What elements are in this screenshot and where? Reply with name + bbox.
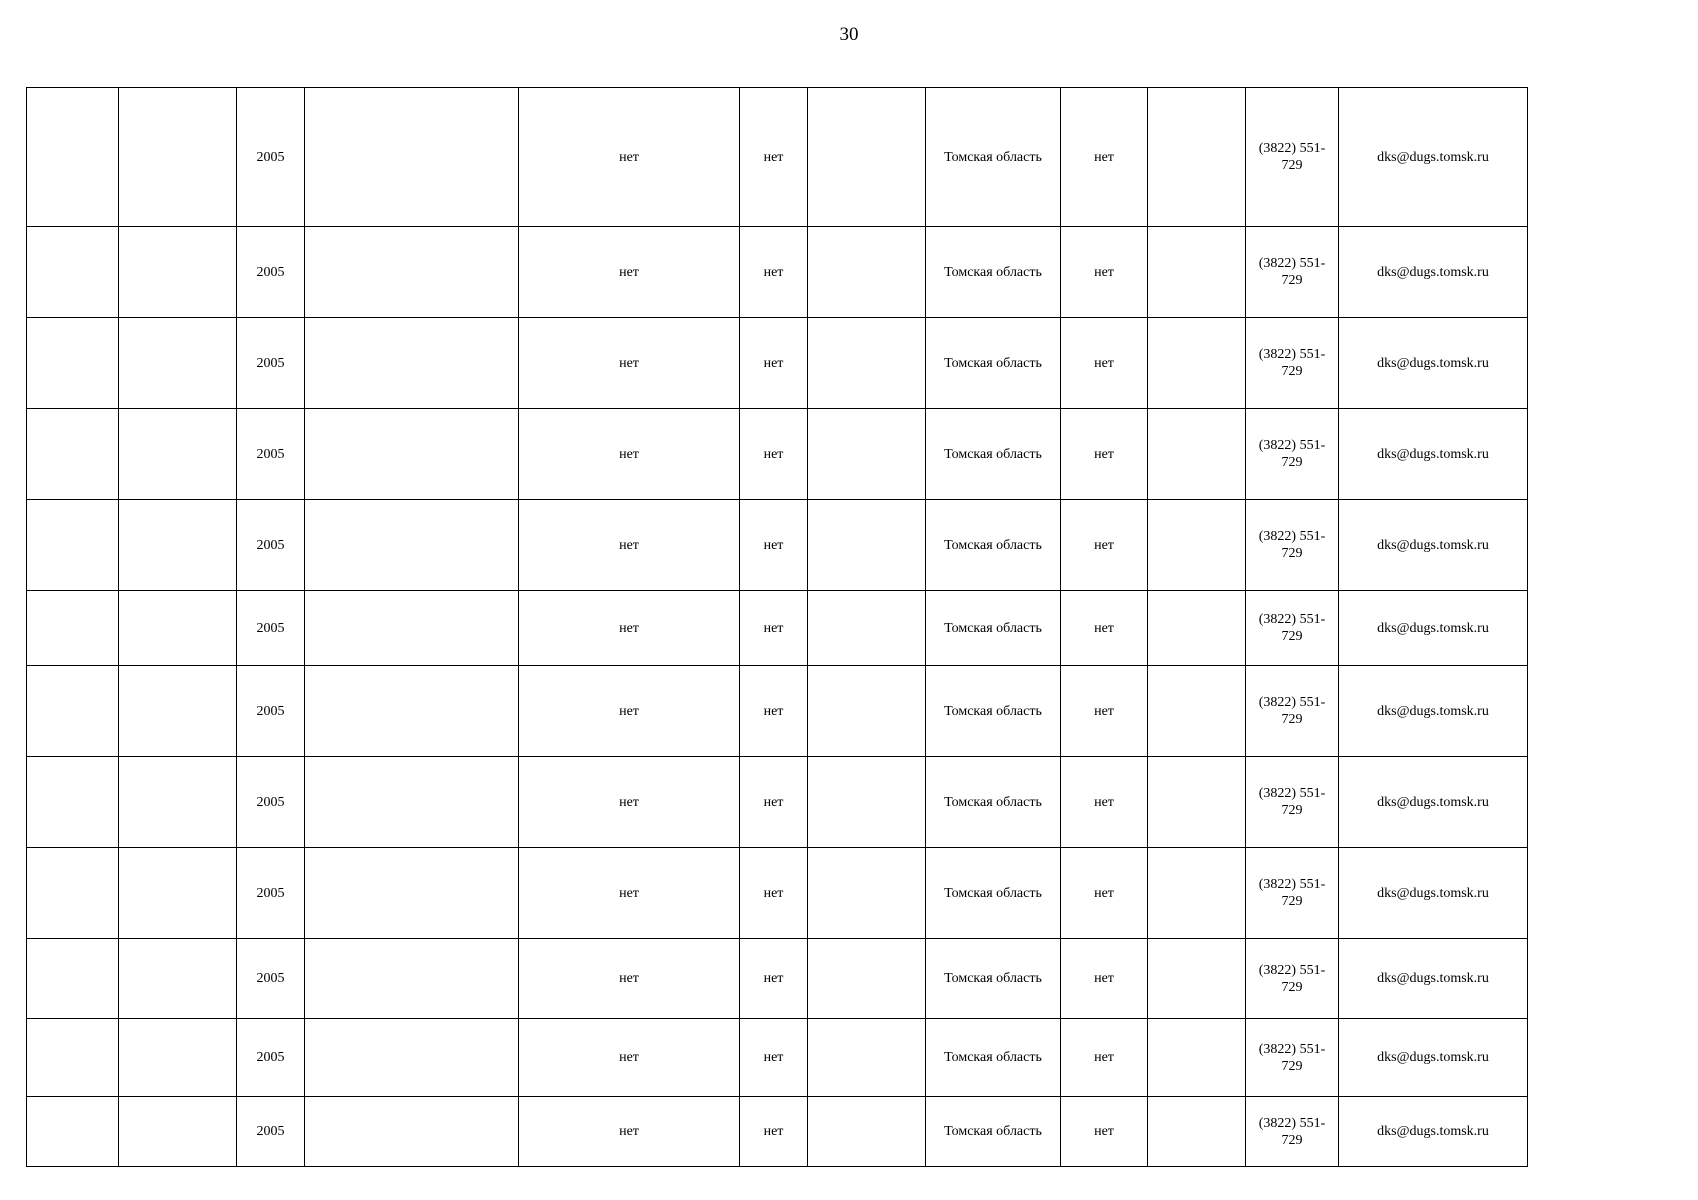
cell-col-10 [1148,757,1246,848]
cell-col-6: нет [740,1019,808,1097]
cell-year: 2005 [237,88,305,227]
cell-col-1 [27,318,119,409]
cell-phone: (3822) 551-729 [1246,1097,1339,1167]
cell-col-9: нет [1061,1019,1148,1097]
cell-year: 2005 [237,848,305,939]
cell-region: Томская область [926,1019,1061,1097]
cell-col-1 [27,227,119,318]
cell-email: dks@dugs.tomsk.ru [1339,409,1528,500]
cell-col-5: нет [519,848,740,939]
data-table [26,87,1528,1167]
cell-col-10 [1148,666,1246,757]
cell-phone: (3822) 551-729 [1246,318,1339,409]
table-row [27,848,1528,939]
cell-col-5: нет [519,666,740,757]
cell-phone: (3822) 551-729 [1246,500,1339,591]
table-row [27,409,1528,500]
cell-col-5: нет [519,88,740,227]
table-row [27,1019,1528,1097]
table-row [27,1097,1528,1167]
cell-col-9: нет [1061,848,1148,939]
cell-col-6: нет [740,939,808,1019]
cell-col-6: нет [740,88,808,227]
table-row [27,666,1528,757]
cell-col-6: нет [740,318,808,409]
cell-col-9: нет [1061,318,1148,409]
cell-col-10 [1148,409,1246,500]
cell-region: Томская область [926,500,1061,591]
cell-col-2 [119,666,237,757]
cell-col-1 [27,848,119,939]
cell-col-7 [808,318,926,409]
cell-col-1 [27,500,119,591]
cell-col-9: нет [1061,88,1148,227]
cell-region: Томская область [926,318,1061,409]
cell-col-2 [119,1019,237,1097]
cell-col-1 [27,1097,119,1167]
cell-year: 2005 [237,939,305,1019]
cell-col-6: нет [740,1097,808,1167]
cell-col-7 [808,848,926,939]
cell-col-2 [119,318,237,409]
cell-email: dks@dugs.tomsk.ru [1339,591,1528,666]
cell-col-7 [808,1097,926,1167]
cell-col-7 [808,88,926,227]
cell-phone: (3822) 551-729 [1246,227,1339,318]
cell-col-4 [305,227,519,318]
cell-col-5: нет [519,500,740,591]
cell-email: dks@dugs.tomsk.ru [1339,848,1528,939]
cell-col-2 [119,1097,237,1167]
cell-phone: (3822) 551-729 [1246,757,1339,848]
cell-col-4 [305,318,519,409]
cell-col-6: нет [740,409,808,500]
cell-email: dks@dugs.tomsk.ru [1339,666,1528,757]
cell-col-1 [27,666,119,757]
cell-year: 2005 [237,500,305,591]
cell-col-1 [27,939,119,1019]
cell-col-10 [1148,500,1246,591]
cell-region: Томская область [926,409,1061,500]
cell-col-6: нет [740,500,808,591]
cell-col-5: нет [519,1097,740,1167]
cell-col-9: нет [1061,409,1148,500]
cell-region: Томская область [926,757,1061,848]
cell-col-2 [119,500,237,591]
cell-col-9: нет [1061,666,1148,757]
cell-col-4 [305,409,519,500]
cell-col-1 [27,1019,119,1097]
cell-col-9: нет [1061,1097,1148,1167]
cell-region: Томская область [926,666,1061,757]
table-body [27,88,1528,1167]
cell-col-5: нет [519,591,740,666]
cell-region: Томская область [926,227,1061,318]
cell-year: 2005 [237,318,305,409]
cell-col-7 [808,757,926,848]
cell-col-6: нет [740,666,808,757]
cell-col-2 [119,848,237,939]
cell-col-10 [1148,1097,1246,1167]
cell-col-9: нет [1061,500,1148,591]
cell-col-5: нет [519,318,740,409]
cell-col-6: нет [740,757,808,848]
cell-col-9: нет [1061,591,1148,666]
cell-col-7 [808,666,926,757]
cell-email: dks@dugs.tomsk.ru [1339,757,1528,848]
cell-col-5: нет [519,227,740,318]
cell-col-4 [305,939,519,1019]
cell-region: Томская область [926,591,1061,666]
cell-col-5: нет [519,757,740,848]
cell-col-2 [119,227,237,318]
cell-col-10 [1148,939,1246,1019]
cell-col-9: нет [1061,939,1148,1019]
cell-year: 2005 [237,591,305,666]
cell-col-7 [808,1019,926,1097]
cell-col-10 [1148,1019,1246,1097]
cell-col-4 [305,500,519,591]
table-row [27,227,1528,318]
cell-col-4 [305,1019,519,1097]
cell-year: 2005 [237,757,305,848]
cell-col-5: нет [519,409,740,500]
cell-col-1 [27,409,119,500]
cell-col-4 [305,848,519,939]
cell-col-1 [27,88,119,227]
cell-col-4 [305,757,519,848]
cell-phone: (3822) 551-729 [1246,666,1339,757]
cell-region: Томская область [926,1097,1061,1167]
cell-col-10 [1148,88,1246,227]
cell-col-2 [119,591,237,666]
table-row [27,500,1528,591]
cell-region: Томская область [926,939,1061,1019]
cell-col-7 [808,409,926,500]
cell-col-9: нет [1061,227,1148,318]
cell-phone: (3822) 551-729 [1246,1019,1339,1097]
table-row [27,591,1528,666]
cell-region: Томская область [926,848,1061,939]
cell-col-10 [1148,227,1246,318]
cell-col-5: нет [519,939,740,1019]
cell-col-10 [1148,848,1246,939]
cell-year: 2005 [237,1019,305,1097]
cell-year: 2005 [237,1097,305,1167]
table-row [27,318,1528,409]
cell-col-7 [808,227,926,318]
page-number: 30 [839,24,859,45]
cell-email: dks@dugs.tomsk.ru [1339,939,1528,1019]
cell-email: dks@dugs.tomsk.ru [1339,318,1528,409]
cell-col-4 [305,591,519,666]
cell-col-6: нет [740,227,808,318]
cell-col-10 [1148,591,1246,666]
cell-col-5: нет [519,1019,740,1097]
cell-col-7 [808,591,926,666]
table-row [27,939,1528,1019]
table-row [27,88,1528,227]
cell-phone: (3822) 551-729 [1246,939,1339,1019]
cell-col-9: нет [1061,757,1148,848]
table-row [27,757,1528,848]
cell-col-2 [119,88,237,227]
cell-email: dks@dugs.tomsk.ru [1339,1097,1528,1167]
cell-col-4 [305,666,519,757]
cell-email: dks@dugs.tomsk.ru [1339,1019,1528,1097]
cell-col-10 [1148,318,1246,409]
cell-col-2 [119,409,237,500]
cell-col-4 [305,88,519,227]
cell-col-1 [27,591,119,666]
cell-col-4 [305,1097,519,1167]
cell-col-1 [27,757,119,848]
cell-year: 2005 [237,409,305,500]
cell-email: dks@dugs.tomsk.ru [1339,227,1528,318]
cell-col-2 [119,757,237,848]
cell-year: 2005 [237,227,305,318]
cell-phone: (3822) 551-729 [1246,88,1339,227]
cell-email: dks@dugs.tomsk.ru [1339,500,1528,591]
cell-col-7 [808,500,926,591]
cell-region: Томская область [926,88,1061,227]
cell-col-6: нет [740,591,808,666]
cell-col-2 [119,939,237,1019]
cell-col-7 [808,939,926,1019]
cell-col-6: нет [740,848,808,939]
cell-phone: (3822) 551-729 [1246,591,1339,666]
cell-year: 2005 [237,666,305,757]
cell-email: dks@dugs.tomsk.ru [1339,88,1528,227]
cell-phone: (3822) 551-729 [1246,409,1339,500]
cell-phone: (3822) 551-729 [1246,848,1339,939]
